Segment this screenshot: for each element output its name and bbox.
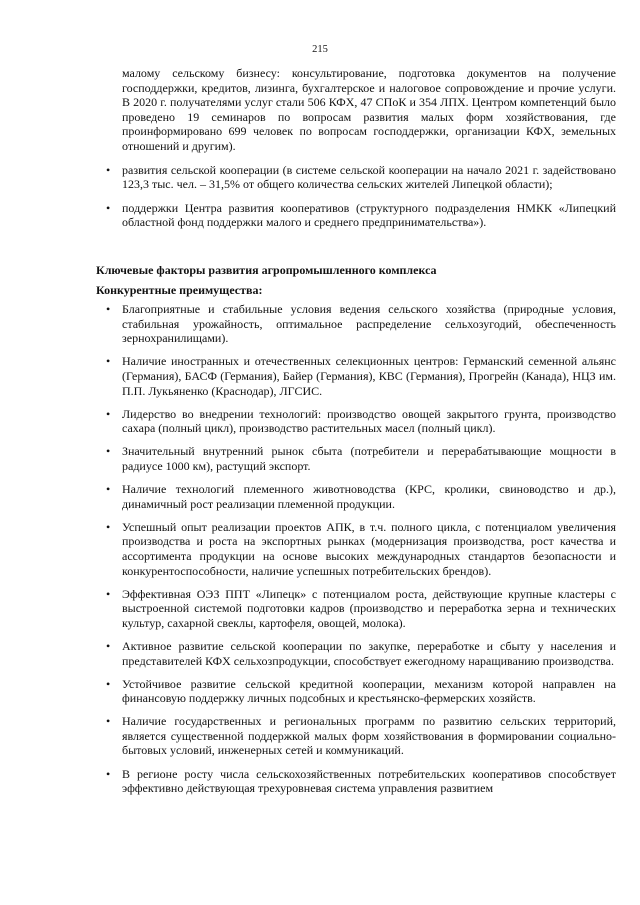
- list-item: [96, 407, 616, 436]
- list-item-text: В регионе росту числа сельскохозяйственных потребительских кооперативов способствует эффективно действующая трехуровневая система управления развитием: [122, 766, 616, 796]
- list-item: [96, 714, 616, 758]
- list-item: [96, 639, 616, 668]
- list-item-text: поддержки Центра развития кооперативов (структурного подразделения НМКК «Липецкий областной фонд поддержки малого и среднего предпринимательства»).: [122, 200, 616, 230]
- subsection-heading: Конкурентные преимущества:: [96, 282, 263, 297]
- list-item: [96, 482, 616, 511]
- list-item-text: Наличие технологий племенного животноводства (КРС, кролики, свиноводство и др.), динамичный рост реализации племенной продукции.: [122, 482, 616, 511]
- list-item: [96, 201, 616, 230]
- list-item: [96, 302, 616, 346]
- bullet-icon: •: [106, 638, 111, 653]
- intro-continuation-paragraph: малому сельскому бизнесу: консультирование, подготовка документов на получение господдержки, кредитов, лизинга, бухгалтерское и налоговое сопровождение и прочие услуги. В 2020 г. получателями услуг стали 506 КФХ, 47 СПоК и 354 ЛПХ. Центром компетенций было проведено 19 семинаров по вопросам развития малых форм хозяйствования, где проинформировано 699 человек по вопросам господдержки, организации КФХ, земельных отношений и другим).: [122, 66, 616, 153]
- advantages-list: [96, 302, 616, 796]
- bullet-icon: •: [106, 354, 111, 369]
- list-item-text: Благоприятные и стабильные условия ведения сельского хозяйства (природные условия, стабильная урожайность, оптимальное распределение сельхозугодий, обеспеченность зернохранилищами).: [122, 302, 616, 346]
- bullet-icon: •: [106, 406, 111, 421]
- list-item-text: развития сельской кооперации (в системе сельской кооперации на начало 2021 г. задействовано 123,3 тыс. чел. – 31,5% от общего количества сельских жителей Липецкой области);: [122, 162, 616, 192]
- section-heading: Ключевые факторы развития агропромышленного комплекса: [96, 262, 437, 277]
- list-item: [96, 520, 616, 578]
- list-item: [96, 444, 616, 473]
- list-item-text: Эффективная ОЭЗ ППТ «Липецк» с потенциалом роста, действующие крупные кластеры с выстроенной системой подготовки кадров (производство и переработка зерна и технических культур, сахарной свеклы, картофеля, овощей, молока).: [122, 586, 616, 630]
- bullet-icon: •: [106, 482, 111, 497]
- list-item: [96, 587, 616, 631]
- bullet-icon: •: [106, 714, 111, 729]
- list-item-text: Активное развитие сельской кооперации по закупке, переработке и сбыту у населения и представителей КФХ сельхозпродукции, способствует ежегодному наращиванию производства.: [122, 638, 616, 668]
- bullet-icon: •: [106, 200, 111, 215]
- list-item: [96, 767, 616, 796]
- bullet-icon: •: [106, 676, 111, 691]
- page-content: [96, 66, 616, 796]
- support-bullet-list: [96, 163, 616, 230]
- bullet-icon: •: [106, 302, 111, 317]
- list-item: [96, 163, 616, 192]
- list-item-text: Наличие государственных и региональных программ по развитию сельских территорий, является существенной поддержкой малых форм хозяйствования в формировании социально-бытовых условий, инженерных сетей и коммуникаций.: [122, 714, 616, 758]
- bullet-icon: •: [106, 162, 111, 177]
- bullet-icon: •: [106, 586, 111, 601]
- list-item: [96, 677, 616, 706]
- list-item-text: Наличие иностранных и отечественных селекционных центров: Германский семенной альянс (Германия), БАСФ (Германия), Байер (Германия), КВС (Германия), Прогрейн (Канада), НЦЗ им. П.П. Лукьяненко (Краснодар), ЛГСИС.: [122, 354, 616, 398]
- list-item-text: Устойчивое развитие сельской кредитной кооперации, механизм которой направлен на финансовую поддержку личных подсобных и крестьянско-фермерских хозяйств.: [122, 676, 616, 706]
- bullet-icon: •: [106, 444, 111, 459]
- list-item-text: Значительный внутренний рынок сбыта (потребители и перерабатывающие мощности в радиусе 1000 км), растущий экспорт.: [122, 444, 616, 473]
- page-number: 215: [312, 44, 328, 55]
- list-item-text: Лидерство во внедрении технологий: производство овощей закрытого грунта, производство сахара (полный цикл), производство растительных масел (полный цикл).: [122, 406, 616, 436]
- list-item-text: Успешный опыт реализации проектов АПК, в т.ч. полного цикла, с потенциалом увеличения производства и роста на экспортных рынках (модернизация производства, рост качества и ассортимента продукции на основе высоких международных стандартов безопасности и конкурентоспособности, наличие успешных потребительских брендов).: [122, 519, 616, 578]
- bullet-icon: •: [106, 766, 111, 781]
- list-item: [96, 354, 616, 398]
- bullet-icon: •: [106, 519, 111, 534]
